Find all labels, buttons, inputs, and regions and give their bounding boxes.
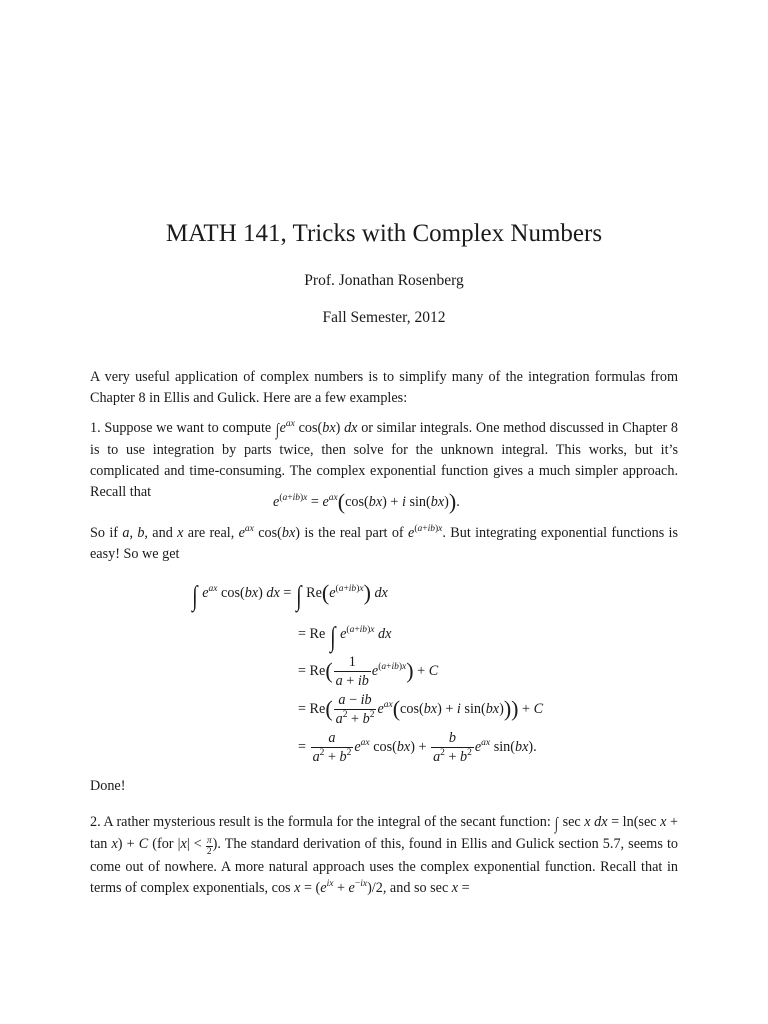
item1-paragraph-2: So if a, b, and x are real, $e^{ax}$ cos(bx) is the real part of $e^{(a+ib)x}$. But integrating exponential functions is easy! So we get [90,524,679,562]
intro-paragraph: A very useful application of complex numbers is to simplify many of the integration formulas from Chapter 8 in Ellis and Gulick. Here are a few examples: [90,369,678,406]
item2-text-c: ). The standard derivation of this, found in Ellis and Gulick section 5.7, seems to come out of nowhere. A more natural approach uses the complex exponential function. Recall that in terms of complex exponentials, [90,836,678,896]
item1-text-a: 1. Suppose we want to compute [90,420,272,436]
item1-text-c: So if [90,525,118,541]
done-text: Done! [90,778,126,794]
derivation-line-2: = Re ∫ $e^{(a+ib)x}$ dx [298,622,392,653]
derivation-line-4: = Re( $\frac{a - ib}{a^2 + b^2}$ $e^{ax}(\cos(bx) + i$ sin(bx))) + C [298,692,544,727]
formula-integral-sec: ∫ sec x dx = ln(sec x + tan x) + C [90,814,678,852]
author: Prof. Jonathan Rosenberg [304,272,464,289]
derivation-line-1: ∫ $e^{ax}$ cos(bx) dx = ∫ $Re(e^{(a+ib)x})$ dx [192,580,388,612]
item2-paragraph [90,812,678,899]
formula-abs-x: |x| < $\frac{\pi}{2}$ [177,836,212,857]
formula-sec-x: sec x = [430,880,470,896]
euler-identity: $e^{(a+ib)x} = e^{ax}(\cos(bx) + i$ sin(bx)). [273,489,460,514]
page-title: MATH 141, Tricks with Complex Numbers [165,220,603,247]
derivation-line-3: = Re( $\frac{1}{a + ib}$ $e^{(a+ib)x}) + C$ [298,654,439,689]
item1-text-b: or similar integrals. One method discussed in Chapter 8 is to use integration by parts twice, then solve for the unknown integral. This works, but it’s complicated and time-consuming. The complex exponential function gives a much simpler approach. Recall that [90,420,679,500]
formula-e-complex: $e^{(a+ib)x}$ [408,524,443,541]
item2-text-b: (for [152,836,174,852]
formula-eax-cos: $e^{ax}$ cos(bx) [238,524,301,541]
item1-text-f: . But integrating exponential functions is easy! So we get [90,525,679,562]
formula-cos-exp: $\cos x = (e^{ix} + e^{-ix})/2$ [271,879,383,896]
item2-text-a: 2. A rather mysterious result is the formula for the integral of the secant function: [90,814,551,830]
item1-text-e: is the real part of [304,525,404,541]
item2-text-d: , and so [382,880,427,896]
formula-integral-eax-cos: $\int e^{ax}$ cos(bx) dx [275,419,358,439]
item1-text-d: are real, [187,525,235,541]
derivation-line-5: = $\frac{a}{a^2 + b^2}$ $e^{ax}$ cos(bx) + $\frac{b}{a^2 + b^2}$ $e^{ax}$ sin(bx). [298,730,537,765]
date: Fall Semester, 2012 [322,309,446,326]
